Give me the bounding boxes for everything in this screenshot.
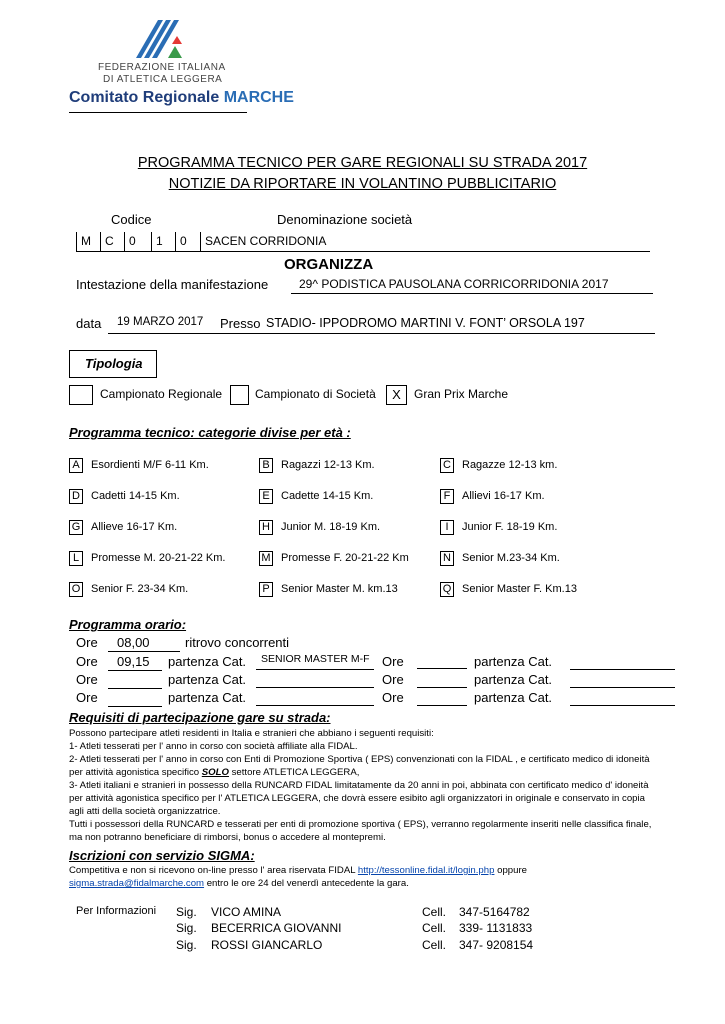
ritrovo-label: ritrovo concorrenti (185, 635, 290, 650)
row1-time2-line (417, 668, 467, 669)
event-label: Intestazione della manifestazione (76, 277, 269, 292)
organizza-heading: ORGANIZZA (284, 256, 374, 273)
code-row-bottom (76, 251, 650, 252)
ore-label: Ore (382, 690, 404, 705)
title-line2: NOTIZIE DA RIPORTARE IN VOLANTINO PUBBLICITARIO (168, 176, 557, 192)
presso-value: STADIO- IPPODROMO MARTINI V. FONT’ ORSOLA 197 (266, 316, 585, 330)
contact-cell-label: Cell. (422, 938, 447, 952)
category-label: Promesse M. 20-21-22 Km. (91, 552, 226, 564)
category-label: Cadetti 14-15 Km. (91, 490, 180, 502)
row1-cat: SENIOR MASTER M-F (261, 653, 370, 665)
contact-cell-label: Cell. (422, 905, 447, 919)
row2-cat2-line (570, 687, 675, 688)
partenza-label: partenza Cat. (168, 672, 247, 687)
category-label: Senior Master M. km.13 (281, 583, 398, 595)
row1-cat-line (256, 669, 374, 670)
category-box[interactable]: E (259, 489, 273, 504)
category-label: Cadette 14-15 Km. (281, 490, 374, 502)
date-label: data (76, 316, 102, 331)
event-line (291, 293, 653, 294)
code-char: 1 (151, 232, 175, 251)
requisiti-line: per attività agonistica specifico per l' ATLETICA LEGGERA, che dovrà essere esibito agli organizzatori in originale e conservato in copia (69, 793, 645, 804)
category-box[interactable]: B (259, 458, 273, 473)
requisiti-l4a: per attività agonistica specifico (69, 767, 202, 778)
ritrovo-time: 08,00 (117, 635, 150, 650)
programma-orario-heading: Programma orario: (69, 617, 187, 632)
contact-name: BECERRICA GIOVANNI (211, 921, 342, 935)
category-box[interactable]: G (69, 520, 83, 535)
row1-time-line (108, 670, 162, 671)
society-name: SACEN CORRIDONIA (200, 232, 650, 251)
category-box[interactable]: I (440, 520, 454, 535)
info-label: Per Informazioni (76, 905, 157, 917)
logo-line3-b: MARCHE (223, 89, 294, 106)
contact-sig: Sig. (176, 938, 197, 952)
category-box[interactable]: A (69, 458, 83, 473)
contact-sig: Sig. (176, 921, 197, 935)
date-value: 19 MARZO 2017 (117, 316, 204, 328)
category-label: Junior M. 18-19 Km. (281, 521, 381, 533)
partenza-label: partenza Cat. (474, 672, 553, 687)
ore-label: Ore (382, 654, 404, 669)
iscrizioni-line2 (69, 877, 409, 891)
title-line1: PROGRAMMA TECNICO PER GARE REGIONALI SU STRADA 2017 (137, 155, 588, 171)
code-char: C (100, 232, 124, 251)
code-char: 0 (124, 232, 151, 251)
fidal-emblem-icon (128, 14, 190, 60)
tipologia-option-societa: Campionato di Società (255, 387, 376, 401)
category-label: Junior F. 18-19 Km. (462, 521, 558, 533)
tipologia-checkbox-societa[interactable] (230, 385, 249, 405)
requisiti-l4c: settore ATLETICA LEGGERA, (228, 767, 360, 778)
category-box[interactable]: P (259, 582, 273, 597)
ritrovo-time-line (108, 651, 180, 652)
tipologia-checkbox-granprix[interactable]: X (386, 385, 407, 405)
ore-label: Ore (76, 690, 98, 705)
ore-label: Ore (76, 672, 98, 687)
tipologia-label: Tipologia (85, 356, 143, 371)
iscrizioni-heading: Iscrizioni con servizio SIGMA: (69, 848, 255, 863)
requisiti-line: Tutti i possessori della RUNCARD e tesserati per enti di promozione sportiva ( EPS), verranno regolarmente inseriti nelle classifica finale, (69, 819, 652, 830)
category-label: Promesse F. 20-21-22 Km (281, 552, 409, 564)
row3-cat-line (256, 705, 374, 706)
code-char: 0 (175, 232, 200, 251)
contact-cell: 347- 9208154 (459, 938, 534, 952)
requisiti-line: 1- Atleti tesserati per l' anno in corso con società affiliate alla FIDAL. (69, 741, 358, 752)
programma-tecnico-heading: Programma tecnico: categorie divise per età : (69, 425, 351, 440)
event-value: 29^ PODISTICA PAUSOLANA CORRICORRIDONIA 2017 (299, 277, 609, 291)
society-name-label: Denominazione società (277, 212, 413, 227)
requisiti-heading: Requisiti di partecipazione gare su strada: (69, 710, 331, 725)
requisiti-line: 3- Atleti italiani e stranieri in possesso della RUNCARD FIDAL limitatamente da 20 anni in poi, abbinata con certificato medico d' idoneità (69, 780, 649, 791)
category-label: Ragazze 12-13 km. (462, 459, 558, 471)
row3-time-line (108, 706, 162, 707)
sigma-email-link[interactable]: sigma.strada@fidalmarche.com (69, 878, 205, 889)
logo-line3-a: Comitato Regionale (69, 89, 224, 106)
row3-cat2-line (570, 705, 675, 706)
ore-label: Ore (76, 654, 98, 669)
presso-label: Presso (220, 316, 261, 331)
contact-name: VICO AMINA (211, 905, 282, 919)
row2-cat-line (256, 687, 374, 688)
logo-line3 (69, 89, 294, 107)
tipologia-option-regionale: Campionato Regionale (100, 387, 223, 401)
category-box[interactable]: F (440, 489, 454, 504)
category-label: Ragazzi 12-13 Km. (281, 459, 375, 471)
category-label: Senior M.23-34 Km. (462, 552, 560, 564)
tipologia-checkbox-regionale[interactable] (69, 385, 93, 405)
logo-rule (69, 112, 247, 113)
requisiti-line: Possono partecipare atleti residenti in Italia e stranieri che abbiano i seguenti requisiti: (69, 728, 434, 739)
logo-line1: FEDERAZIONE ITALIANA (98, 62, 226, 73)
contact-cell: 339- 1131833 (459, 921, 533, 935)
requisiti-line: 2- Atleti tesserati per l' anno in corso con Enti di Promozione Sportiva ( EPS) convenzionati con la FIDAL , e certificato medico di idoneità (69, 754, 650, 765)
requisiti-solo: SOLO (201, 767, 229, 778)
category-label: Allievi 16-17 Km. (462, 490, 545, 502)
category-box[interactable]: C (440, 458, 454, 473)
category-box[interactable]: L (69, 551, 83, 566)
category-label: Senior Master F. Km.13 (462, 583, 577, 595)
logo-line2: DI ATLETICA LEGGERA (103, 74, 223, 85)
iscrizioni-l1b: oppure (494, 865, 527, 876)
contact-sig: Sig. (176, 905, 197, 919)
ore-label: Ore (76, 635, 98, 650)
code-char: M (76, 232, 100, 251)
iscrizioni-l2b: entro le ore 24 del venerdì antecedente la gara. (204, 878, 409, 889)
requisiti-line: agli atti della società organizzatrice. (69, 806, 221, 817)
row1-cat2-line (570, 669, 675, 670)
iscrizioni-l1a: Competitiva e non si ricevono on-line presso l' area riservata FIDAL (69, 865, 358, 876)
category-label: Allieve 16-17 Km. (91, 521, 178, 533)
contact-cell-label: Cell. (422, 921, 447, 935)
category-box[interactable]: D (69, 489, 83, 504)
partenza-label: partenza Cat. (168, 690, 247, 705)
requisiti-line (69, 766, 359, 780)
ore-label: Ore (382, 672, 404, 687)
category-box[interactable]: O (69, 582, 83, 597)
tipologia-option-granprix: Gran Prix Marche (414, 387, 509, 401)
requisiti-line: ma non potranno beneficiare di rimborsi, bonus o accedere al montepremi. (69, 832, 386, 843)
category-box[interactable]: M (259, 551, 273, 566)
iscrizioni-line1 (69, 864, 527, 878)
tessonline-link[interactable]: http://tessonline.fidal.it/login.php (357, 865, 495, 876)
row1-time: 09,15 (117, 654, 150, 669)
contact-cell: 347-5164782 (459, 905, 530, 919)
code-label: Codice (111, 212, 152, 227)
row2-time-line (108, 688, 162, 689)
partenza-label: partenza Cat. (474, 654, 553, 669)
row3-time2-line (417, 705, 467, 706)
category-label: Esordienti M/F 6-11 Km. (91, 459, 209, 471)
category-box[interactable]: H (259, 520, 273, 535)
contact-name: ROSSI GIANCARLO (211, 938, 323, 952)
date-line (108, 333, 655, 334)
category-box[interactable]: N (440, 551, 454, 566)
partenza-label: partenza Cat. (474, 690, 553, 705)
category-label: Senior F. 23-34 Km. (91, 583, 189, 595)
row2-time2-line (417, 687, 467, 688)
partenza-label: partenza Cat. (168, 654, 247, 669)
category-box[interactable]: Q (440, 582, 454, 597)
